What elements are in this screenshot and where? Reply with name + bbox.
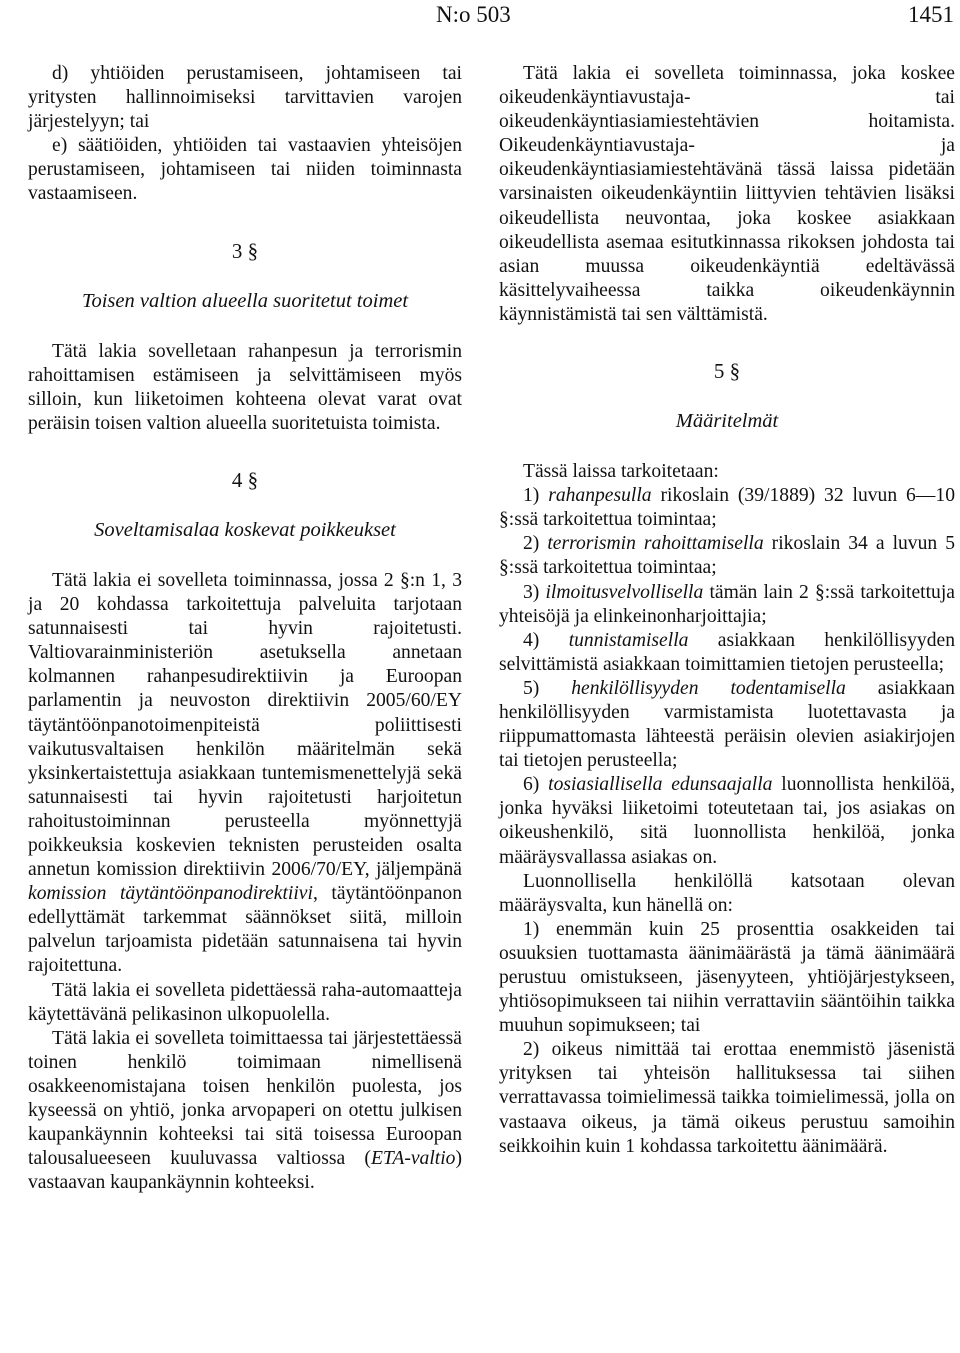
section-4-paragraph-2: Tätä lakia ei sovelleta pidettäessä raha-automaatteja käytettävänä pelikasinon ulkopuolella. — [28, 979, 462, 1025]
defined-term: komission täytäntöönpanodirektiivi — [28, 883, 313, 905]
section-4-paragraph-1 — [28, 569, 462, 979]
definition-item-2 — [499, 532, 955, 580]
definition-item-3 — [499, 581, 955, 629]
control-item-2: 2) oikeus nimittää tai erottaa enemmistö jäsenistä yrityksen tai yhteisön hallituksessa tai siihen verrattavassa toimielimessä taikka toimielimessä, jolla on vastaava oikeus, ja tämä oikeus perustuu samoihin seikkoihin kuin 1 kohdassa tarkoitettu äänimäärä. — [499, 1039, 955, 1157]
definition-item-1 — [499, 484, 955, 532]
section-3-number: 3 § — [231, 238, 259, 263]
section-4-p3-text-a: Tätä lakia ei sovelleta toimittaessa tai järjestettäessä toinen henkilö toimimaan nimellisenä osakkeenomistajana toisen henkilön puolesta, jos kyseessä on yhtiö, jonka arvopaperi on otettu julkisen kaupankäynnin kohteeksi tai sitä toisessa Euroopan talousalueeseen kuuluvassa valtiossa ( — [28, 1027, 462, 1170]
definition-text: rikoslain (39/1889) 32 luvun 6—10 §:ssä tarkoitettua toimintaa; — [499, 485, 955, 531]
page-header — [0, 0, 960, 40]
section-5-title: Määritelmät — [675, 410, 779, 433]
section-3-paragraph: Tätä lakia sovelletaan rahanpesun ja terrorismin rahoittamisen estämiseen ja selvittämiseen myös silloin, kun liiketoimen kohteena olevat varat ovat peräisin toisen valtion alueella suoritetuista toimista. — [28, 340, 462, 434]
defined-term: tosiasiallisella edunsaajalla — [548, 774, 773, 796]
definition-item-6 — [499, 773, 955, 869]
page-number: 1451 — [908, 2, 954, 27]
defined-term: terrorismin rahoittamisella — [547, 533, 764, 555]
item-number: 3) — [523, 581, 546, 603]
defined-term: ETA-valtio — [370, 1148, 456, 1170]
issue-number: N:o 503 — [436, 2, 511, 27]
definition-item-5 — [499, 677, 955, 773]
section-5-number: 5 § — [713, 359, 741, 384]
section-4-p1-text-a: Tätä lakia ei sovelleta toiminnassa, jossa 2 §:n 1, 3 ja 20 kohdassa tarkoitettuja palveluita tarjotaan satunnaisesti tai hyvin rajoitetusti. Valtiovarainministeriön asetuksella annetaan kolmannen rahanpesudirektiivin ja Euroopan parlamentin ja neuvoston direktiivin 2005/60/EY täytäntöönpanotoimenpiteistä poliittisesti vaikutusvaltaisen henkilön määritelmän sekä yksinkertaistettuja asiakkaan tuntemismenettelyjä sekä satunnaisesti tai hyvin rajoitetusti harjoitetun rahoitustoiminnan perusteella myönnettyjä poikkeuksia koskevien teknisten perusteiden osalta annetun komission direktiivin 2006/70/EY, jäljempänä — [28, 569, 462, 881]
defined-term: ilmoitusvelvollisella — [545, 581, 704, 603]
right-column — [499, 62, 955, 1159]
list-item-d: d) yhtiöiden perustamiseen, johtamiseen tai yritysten hallinnoimiseksi tarvittavien varojen järjestelyyn; tai — [28, 63, 462, 133]
definition-text: asiakkaan henkilöllisyyden selvittämistä asiakkaan toimittamien tietojen perusteella; — [499, 629, 955, 675]
defined-term: rahanpesulla — [548, 485, 652, 507]
item-number: 5) — [523, 677, 572, 699]
definition-item-4 — [499, 629, 955, 677]
defined-term: tunnistamisella — [568, 629, 689, 651]
item-number: 6) — [523, 774, 549, 796]
definition-text: rikoslain 34 a luvun 5 §:ssä tarkoitettua toimintaa; — [499, 533, 956, 579]
left-column — [28, 62, 462, 1195]
item-number: 1) — [523, 485, 549, 507]
item-number: 4) — [523, 629, 569, 651]
section-4-p1-text-b: , täytäntöönpanon edellyttämät tarkemmat säännökset siitä, milloin palvelun tarjoamista pidetään satunnaisena tai hyvin rajoitettuna. — [28, 883, 463, 977]
definition-text: tämän lain 2 §:ssä tarkoitettuja yhteisöjä ja elinkeinonharjoittajia; — [499, 581, 955, 627]
item-number: 2) — [523, 533, 548, 555]
section-4-number: 4 § — [231, 467, 259, 492]
definition-text: asiakkaan henkilöllisyyden varmistamista luotettavasta ja riippumattomasta lähteestä peräisin olevien asiakirjojen tai tietojen perusteella; — [499, 677, 955, 772]
section-3-title: Toisen valtion alueella suoritetut toimet — [81, 289, 409, 312]
control-item-1: 1) enemmän kuin 25 prosenttia osakkeiden tai osuuksien tuottamasta äänimäärästä ja tämä äänimäärä perustuu omistukseen, jäsenyyteen, yhtiöjärjestykseen, yhtiösopimukseen tai niihin verrattaviin sääntöihin taikka muuhun sopimukseen; tai — [499, 918, 955, 1037]
list-item-e: e) säätiöiden, yhtiöiden tai vastaavien yhteisöjen perustamiseen, johtamiseen tai niiden toiminnasta vastaamiseen. — [28, 135, 462, 205]
section-4-p3-text-b: ) vastaavan kaupankäynnin kohteeksi. — [28, 1148, 462, 1194]
section-4-title: Soveltamisalaa koskevat poikkeukset — [94, 518, 396, 541]
definition-text: luonnollista henkilöä, jonka hyväksi liiketoimi toteutetaan tai, jos asiakas on oikeushenkilö, sitä luonnollista henkilöä, jonka määräysvallassa asiakas on. — [499, 774, 955, 868]
section-4-paragraph-3 — [28, 1027, 462, 1196]
defined-term: henkilöllisyyden todentamisella — [571, 677, 846, 699]
section-5-lead: Tässä laissa tarkoitetaan: — [523, 461, 719, 483]
intro-paragraph: Tätä lakia ei sovelleta toiminnassa, joka koskee oikeudenkäyntiavustaja- tai oikeudenkäyntiasiamiestehtävien hoitamista. Oikeudenkäyntiavustaja- ja oikeudenkäyntiasiamiestehtävänä tässä laissa pidetään varsinaisten oikeudenkäyntiin liittyvien tehtävien lisäksi oikeudellista neuvontaa, joka koskee asiakkaan oikeudellista asemaa esitutkinnassa rikoksen johdosta tai asian muussa oikeudenkäyntiä edeltävässä käsittelyvaiheessa taikka oikeudenkäynnin käynnistämistä tai sen välttämistä. — [499, 63, 955, 325]
control-paragraph: Luonnollisella henkilöllä katsotaan olevan määräysvalta, kun hänellä on: — [499, 870, 955, 916]
